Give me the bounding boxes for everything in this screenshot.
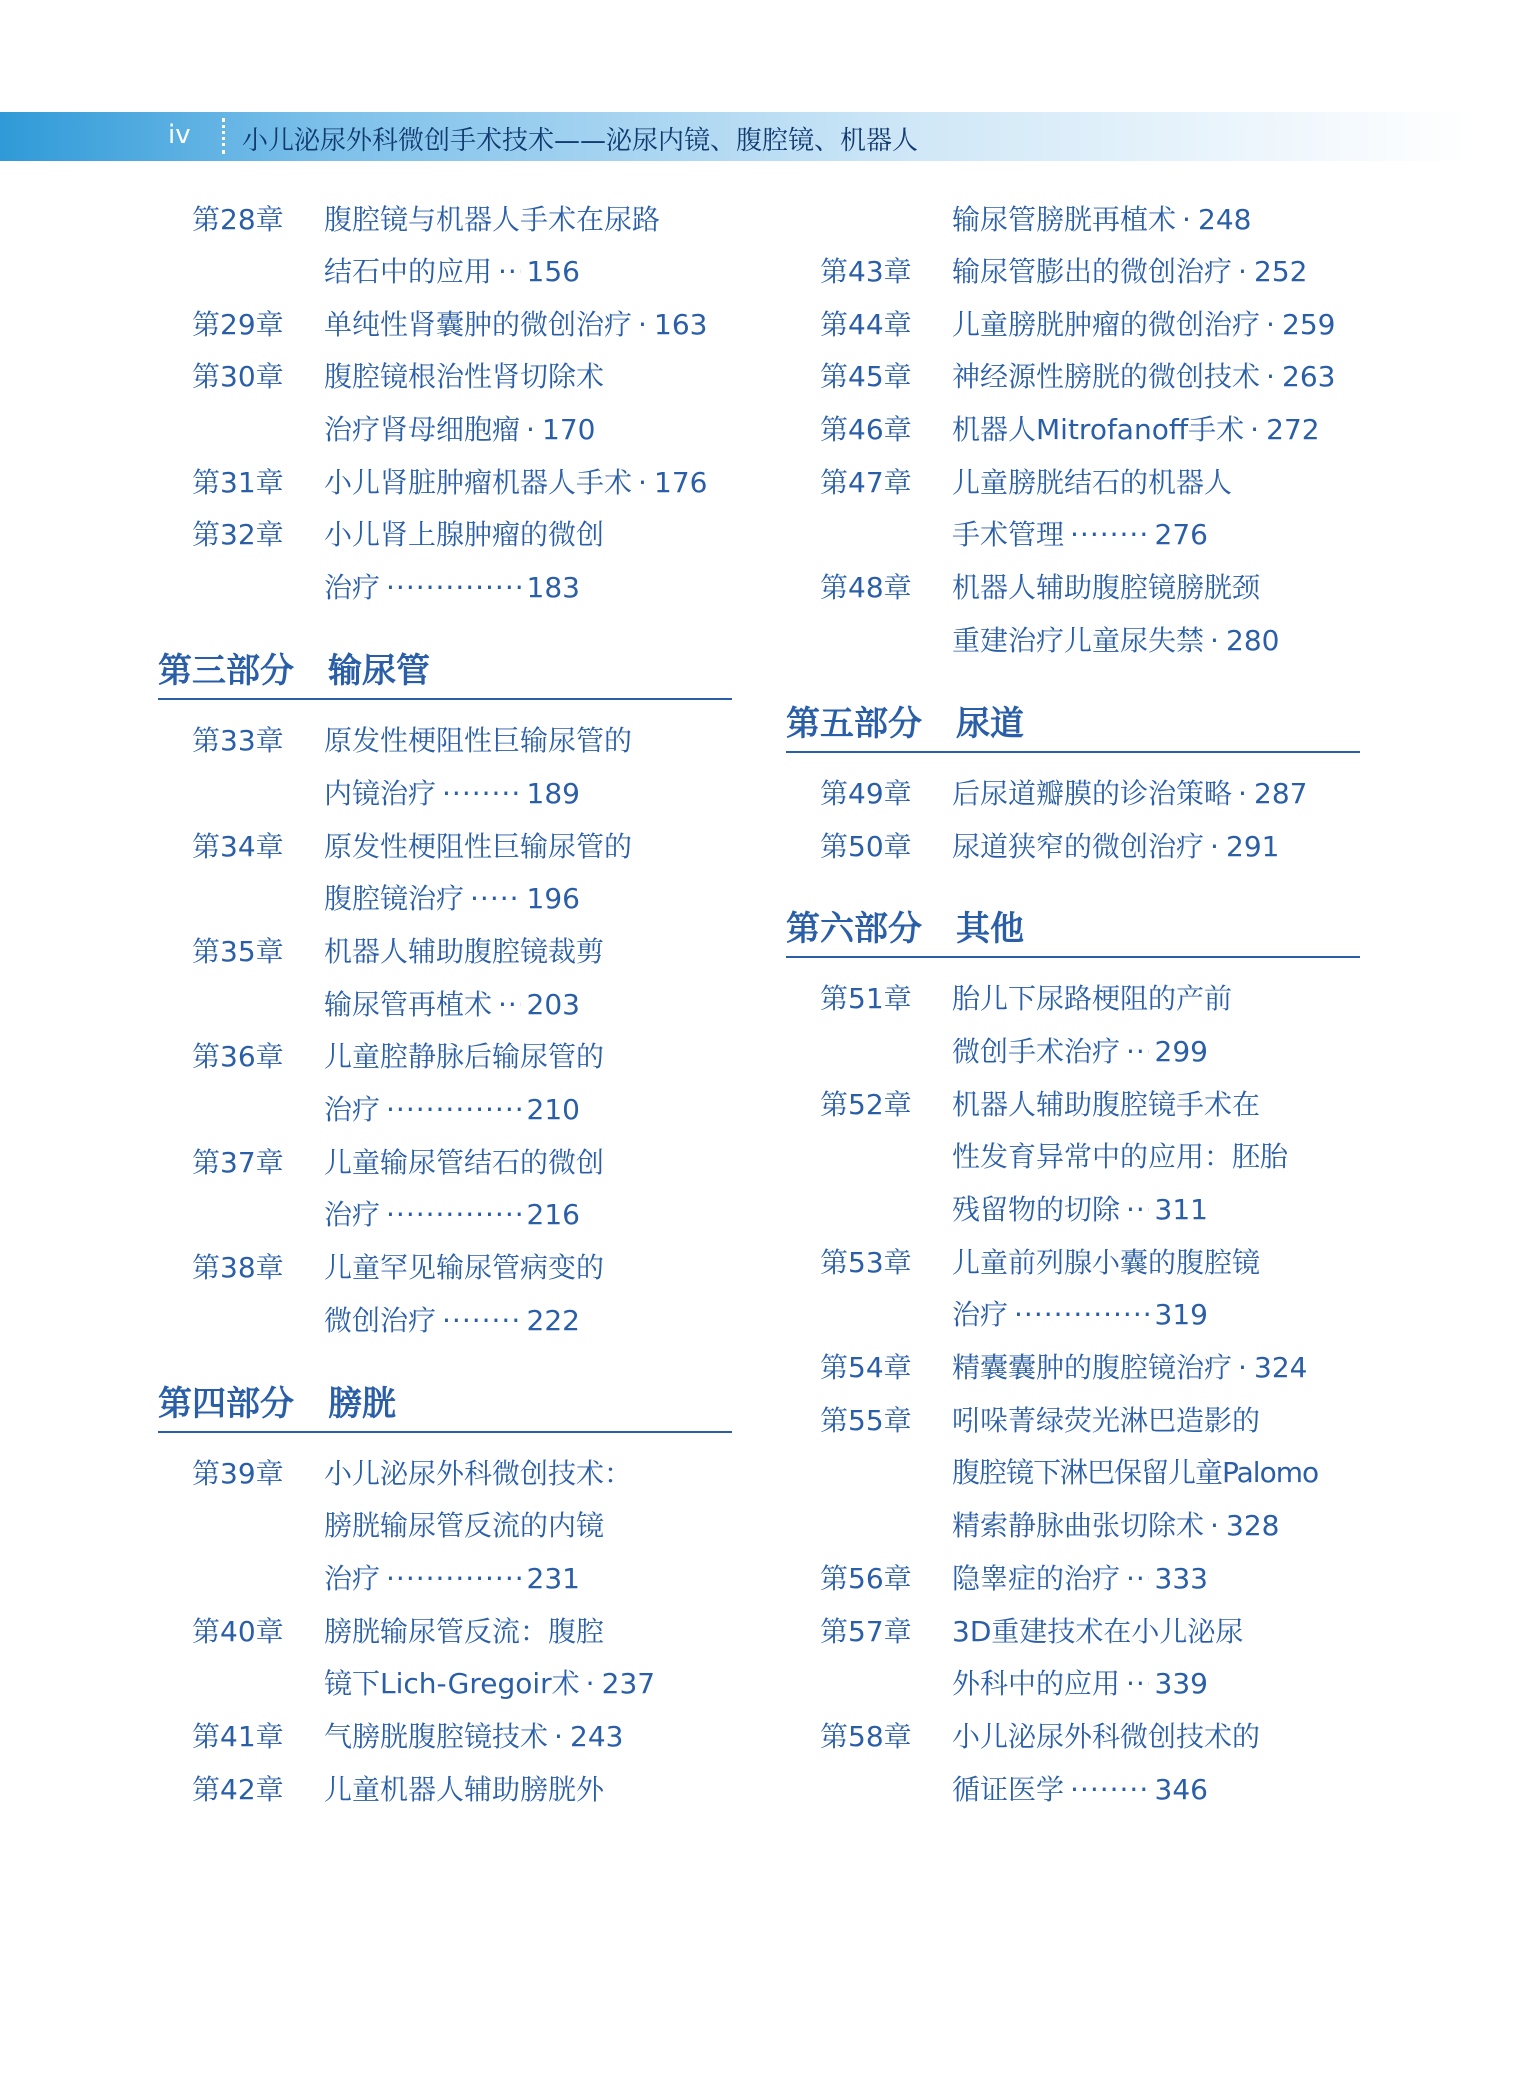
- chapter-title: 儿童罕见输尿管病变的: [324, 1251, 605, 1284]
- leader-dots: [1210, 615, 1220, 667]
- toc-entry-ch32[interactable]: [0, 509, 605, 561]
- leader-dots: [1126, 1553, 1149, 1605]
- page-ref: 222: [526, 1304, 580, 1337]
- toc-entry-ch37[interactable]: [0, 1137, 605, 1189]
- chapter-title-cont: 治疗: [952, 1298, 1009, 1331]
- leader-dots: [1250, 404, 1260, 456]
- chapter-title: 隐睾症的治疗: [952, 1562, 1121, 1595]
- page-ref: 163: [654, 308, 708, 341]
- toc-entry-ch37-cont[interactable]: [0, 1189, 580, 1241]
- chapter-title: 膀胱输尿管反流：腹腔: [324, 1615, 605, 1648]
- chapter-label: 第37章: [192, 1146, 284, 1179]
- page-ref: 237: [601, 1667, 656, 1700]
- chapter-title-cont: 残留物的切除: [952, 1193, 1121, 1226]
- leader-dots: [498, 979, 521, 1031]
- toc-entry-ch45[interactable]: [628, 351, 1336, 403]
- leader-dots: [554, 1711, 564, 1763]
- page-ref: 252: [1254, 255, 1308, 288]
- chapter-label: 第58章: [820, 1720, 912, 1753]
- page-ref: 280: [1226, 624, 1280, 657]
- chapter-title-cont: 微创手术治疗: [952, 1035, 1121, 1068]
- chapter-title-cont: 循证医学: [952, 1773, 1065, 1806]
- toc-entry-ch38-cont[interactable]: [0, 1295, 580, 1347]
- chapter-label: 第40章: [192, 1615, 284, 1648]
- chapter-title: 儿童输尿管结石的微创: [324, 1146, 605, 1179]
- chapter-title: 腹腔镜根治性肾切除术: [324, 360, 605, 393]
- toc-entry-ch52-cont2[interactable]: [628, 1184, 1208, 1236]
- chapter-title: 吲哚菁绿荧光淋巴造影的: [952, 1404, 1261, 1437]
- toc-entry-ch41[interactable]: [0, 1711, 624, 1763]
- toc-entry-ch46[interactable]: [628, 404, 1320, 456]
- page-ref: 231: [526, 1562, 580, 1595]
- chapter-label: 第28章: [192, 203, 284, 236]
- leader-dots: [442, 768, 521, 820]
- leader-dots: [1238, 768, 1248, 820]
- toc-entry-ch49[interactable]: [628, 768, 1308, 820]
- chapter-title-cont: 手术管理: [952, 518, 1065, 551]
- toc-entry-ch55[interactable]: [628, 1395, 1261, 1447]
- chapter-label: 第50章: [820, 830, 912, 863]
- chapter-label: 第48章: [820, 571, 912, 604]
- toc-entry-ch34[interactable]: [0, 821, 633, 873]
- toc-entry-ch34-cont[interactable]: [0, 873, 580, 925]
- page-ref: 189: [526, 777, 580, 810]
- toc-entry-ch55-cont2[interactable]: [628, 1500, 1280, 1552]
- chapter-title: 3D重建技术在小儿泌尿: [952, 1615, 1244, 1648]
- page-ref: 324: [1254, 1351, 1308, 1384]
- chapter-label: 第52章: [820, 1088, 912, 1121]
- chapter-label: 第34章: [192, 830, 284, 863]
- chapter-title: 腹腔镜与机器人手术在尿路: [324, 203, 661, 236]
- chapter-title-cont: 治疗: [324, 1093, 381, 1126]
- leader-dots: [386, 562, 521, 614]
- toc-entry-ch30-cont[interactable]: [0, 404, 596, 456]
- chapter-title: 小儿肾上腺肿瘤的微创: [324, 518, 605, 551]
- chapter-title-cont: 精索静脉曲张切除术: [952, 1509, 1205, 1542]
- page-ref: 333: [1154, 1562, 1208, 1595]
- toc-entry-ch57-cont[interactable]: [628, 1658, 1208, 1710]
- leader-dots: [1182, 194, 1192, 246]
- chapter-label: 第42章: [192, 1773, 284, 1806]
- chapter-title: 儿童膀胱肿瘤的微创治疗: [952, 308, 1261, 341]
- leader-dots: [386, 1553, 521, 1605]
- leader-dots: [526, 404, 536, 456]
- leader-dots: [1210, 1500, 1220, 1552]
- page-ref: 276: [1154, 518, 1208, 551]
- leader-dots: [1210, 821, 1220, 873]
- chapter-title: 儿童腔静脉后输尿管的: [324, 1040, 605, 1073]
- page-ref: 156: [526, 255, 580, 288]
- part-title: 第三部分 输尿管: [158, 651, 430, 691]
- page-ref: 259: [1282, 308, 1336, 341]
- chapter-title: 机器人辅助腹腔镜膀胱颈: [952, 571, 1261, 604]
- page-number: iv: [168, 120, 191, 150]
- chapter-title: 儿童机器人辅助膀胱外: [324, 1773, 605, 1806]
- chapter-label: 第57章: [820, 1615, 912, 1648]
- page-ref: 291: [1226, 830, 1280, 863]
- page-ref: 287: [1254, 777, 1308, 810]
- toc-entry-ch47[interactable]: [628, 457, 1233, 509]
- toc-entry-ch43[interactable]: [628, 246, 1308, 298]
- toc-entry-ch52-cont[interactable]: [628, 1131, 1289, 1183]
- chapter-label: 第35章: [192, 935, 284, 968]
- chapter-label: 第45章: [820, 360, 912, 393]
- leader-dots: [386, 1084, 521, 1136]
- chapter-title-cont: 镜下Lich-Gregoir术: [324, 1667, 580, 1700]
- leader-dots: [1070, 1764, 1149, 1816]
- page-ref: 319: [1154, 1298, 1208, 1331]
- chapter-title: 原发性梗阻性巨输尿管的: [324, 830, 633, 863]
- chapter-title: 尿道狭窄的微创治疗: [952, 830, 1205, 863]
- chapter-title-cont: 外科中的应用: [952, 1667, 1121, 1700]
- chapter-label: 第51章: [820, 982, 912, 1015]
- toc-entry-ch39-cont2[interactable]: [0, 1553, 580, 1605]
- chapter-title-cont: 内镜治疗: [324, 777, 437, 810]
- chapter-label: 第39章: [192, 1457, 284, 1490]
- toc-entry-ch36-cont[interactable]: [0, 1084, 580, 1136]
- chapter-title: 精囊囊肿的腹腔镜治疗: [952, 1351, 1233, 1384]
- toc-entry-ch28[interactable]: [0, 194, 661, 246]
- chapter-label: 第33章: [192, 724, 284, 757]
- page-ref: 328: [1226, 1509, 1280, 1542]
- chapter-label: 第43章: [820, 255, 912, 288]
- toc-entry-ch53[interactable]: [628, 1237, 1261, 1289]
- page-ref: 299: [1154, 1035, 1208, 1068]
- toc-entry-ch39[interactable]: [0, 1448, 633, 1500]
- chapter-title: 机器人Mitrofanoff手术: [952, 413, 1245, 446]
- page-ref: 243: [570, 1720, 624, 1753]
- chapter-title: 儿童前列腺小囊的腹腔镜: [952, 1246, 1261, 1279]
- toc-entry-ch40[interactable]: [0, 1606, 605, 1658]
- toc-entry-ch31[interactable]: [0, 457, 708, 509]
- page-ref: 346: [1154, 1773, 1208, 1806]
- page-ref: 203: [526, 988, 580, 1021]
- toc-entry-ch51-cont[interactable]: [628, 1026, 1208, 1078]
- page-ref: 196: [526, 882, 580, 915]
- part-heading-5: [786, 693, 1360, 753]
- chapter-label: 第54章: [820, 1351, 912, 1384]
- page-ref: 339: [1154, 1667, 1208, 1700]
- page-ref: 311: [1154, 1193, 1208, 1226]
- toc-entry-ch33-cont[interactable]: [0, 768, 580, 820]
- toc-entry-ch55-cont[interactable]: [628, 1447, 1319, 1499]
- chapter-title: 气膀胱腹腔镜技术: [324, 1720, 549, 1753]
- page-ref: 210: [526, 1093, 580, 1126]
- leader-dots: [498, 246, 521, 298]
- toc-entry-ch53-cont[interactable]: [628, 1289, 1208, 1341]
- leader-dots: [1126, 1026, 1149, 1078]
- leader-dots: [470, 873, 521, 925]
- page-ref: 272: [1266, 413, 1320, 446]
- leader-dots: [1126, 1658, 1149, 1710]
- leader-dots: [586, 1658, 596, 1710]
- toc-entry-ch54[interactable]: [628, 1342, 1308, 1394]
- chapter-title-cont: 治疗: [324, 1562, 381, 1595]
- chapter-label: 第31章: [192, 466, 284, 499]
- chapter-label: 第38章: [192, 1251, 284, 1284]
- part-title: 第六部分 其他: [786, 909, 1024, 949]
- toc-entry-ch28-cont[interactable]: [0, 246, 580, 298]
- chapter-title: 单纯性肾囊肿的微创治疗: [324, 308, 633, 341]
- chapter-title: 机器人辅助腹腔镜手术在: [952, 1088, 1261, 1121]
- chapter-title-cont: 治疗: [324, 1198, 381, 1231]
- chapter-label: 第55章: [820, 1404, 912, 1437]
- toc-entry-ch52[interactable]: [628, 1079, 1261, 1131]
- toc-entry-ch33[interactable]: [0, 715, 633, 767]
- toc-entry-ch39-cont[interactable]: [0, 1500, 605, 1552]
- page-ref: 216: [526, 1198, 580, 1231]
- leader-dots: [442, 1295, 521, 1347]
- page-ref: 263: [1282, 360, 1336, 393]
- chapter-title: 小儿泌尿外科微创技术：: [324, 1457, 633, 1490]
- part-title: 第五部分 尿道: [786, 704, 1024, 744]
- leader-dots: [1126, 1184, 1149, 1236]
- chapter-title: 原发性梗阻性巨输尿管的: [324, 724, 633, 757]
- chapter-title: 输尿管膨出的微创治疗: [952, 255, 1233, 288]
- leader-dots: [1266, 299, 1276, 351]
- toc-entry-ch48-cont[interactable]: [628, 615, 1280, 667]
- toc-entry-ch38[interactable]: [0, 1242, 605, 1294]
- toc-entry-ch44[interactable]: [628, 299, 1336, 351]
- page-ref: 170: [542, 413, 596, 446]
- chapter-title-cont: 治疗肾母细胞瘤: [324, 413, 521, 446]
- chapter-label: 第36章: [192, 1040, 284, 1073]
- chapter-title: 神经源性膀胱的微创技术: [952, 360, 1261, 393]
- toc-entry-ch42-cont[interactable]: [628, 194, 1252, 246]
- leader-dots: [1014, 1289, 1149, 1341]
- chapter-label: 第56章: [820, 1562, 912, 1595]
- toc-entry-ch30[interactable]: [0, 351, 605, 403]
- toc-entry-ch50[interactable]: [628, 821, 1280, 873]
- chapter-title-cont: 结石中的应用: [324, 255, 493, 288]
- chapter-title-cont: 性发育异常中的应用：胚胎: [952, 1140, 1289, 1173]
- chapter-title-cont: 微创治疗: [324, 1304, 437, 1337]
- chapter-label: 第44章: [820, 308, 912, 341]
- chapter-title-cont: 输尿管再植术: [324, 988, 493, 1021]
- toc-entry-ch51[interactable]: [628, 973, 1233, 1025]
- chapter-title-cont: 膀胱输尿管反流的内镜: [324, 1509, 605, 1542]
- chapter-title: 机器人辅助腹腔镜裁剪: [324, 935, 605, 968]
- chapter-title-cont: 腹腔镜下淋巴保留儿童Palomo: [952, 1456, 1319, 1489]
- toc-entry-ch57[interactable]: [628, 1606, 1244, 1658]
- page-ref: 176: [654, 466, 708, 499]
- chapter-label: 第30章: [192, 360, 284, 393]
- chapter-title-cont: 重建治疗儿童尿失禁: [952, 624, 1205, 657]
- chapter-title: 儿童膀胱结石的机器人: [952, 466, 1233, 499]
- toc-entry-ch36[interactable]: [0, 1031, 605, 1083]
- chapter-label: 第32章: [192, 518, 284, 551]
- toc-entry-ch58[interactable]: [628, 1711, 1261, 1763]
- chapter-title: 胎儿下尿路梗阻的产前: [952, 982, 1233, 1015]
- page-ref: 183: [526, 571, 580, 604]
- book-title: 小儿泌尿外科微创手术技术——泌尿内镜、腹腔镜、机器人: [242, 126, 919, 156]
- leader-dots: [1238, 1342, 1248, 1394]
- leader-dots: [1238, 246, 1248, 298]
- toc-entry-ch48[interactable]: [628, 562, 1261, 614]
- part-title: 第四部分 膀胱: [158, 1384, 396, 1424]
- chapter-label: 第47章: [820, 466, 912, 499]
- chapter-label: 第46章: [820, 413, 912, 446]
- chapter-label: 第53章: [820, 1246, 912, 1279]
- toc-right-column: [628, 0, 1336, 2095]
- chapter-label: 第41章: [192, 1720, 284, 1753]
- toc-entry-ch40-cont[interactable]: [0, 1658, 656, 1710]
- toc-entry-ch35[interactable]: [0, 926, 605, 978]
- chapter-label: 第49章: [820, 777, 912, 810]
- chapter-title: 小儿肾脏肿瘤机器人手术: [324, 466, 633, 499]
- chapter-title-cont: 治疗: [324, 571, 381, 604]
- toc-entry-ch42[interactable]: [0, 1764, 605, 1816]
- chapter-title-cont: 腹腔镜治疗: [324, 882, 465, 915]
- chapter-title-cont: 输尿管膀胱再植术: [952, 203, 1177, 236]
- chapter-title: 后尿道瓣膜的诊治策略: [952, 777, 1233, 810]
- leader-dots: [1266, 351, 1276, 403]
- part-heading-6: [786, 898, 1360, 958]
- page-ref: 248: [1198, 203, 1252, 236]
- leader-dots: [1070, 509, 1149, 561]
- toc-entry-ch35-cont[interactable]: [0, 979, 580, 1031]
- toc-entry-ch32-cont[interactable]: [0, 562, 580, 614]
- toc-entry-ch29[interactable]: [0, 299, 708, 351]
- toc-entry-ch56[interactable]: [628, 1553, 1208, 1605]
- toc-entry-ch47-cont[interactable]: [628, 509, 1208, 561]
- leader-dots: [386, 1189, 521, 1241]
- chapter-title: 小儿泌尿外科微创技术的: [952, 1720, 1261, 1753]
- chapter-label: 第29章: [192, 308, 284, 341]
- toc-entry-ch58-cont[interactable]: [628, 1764, 1208, 1816]
